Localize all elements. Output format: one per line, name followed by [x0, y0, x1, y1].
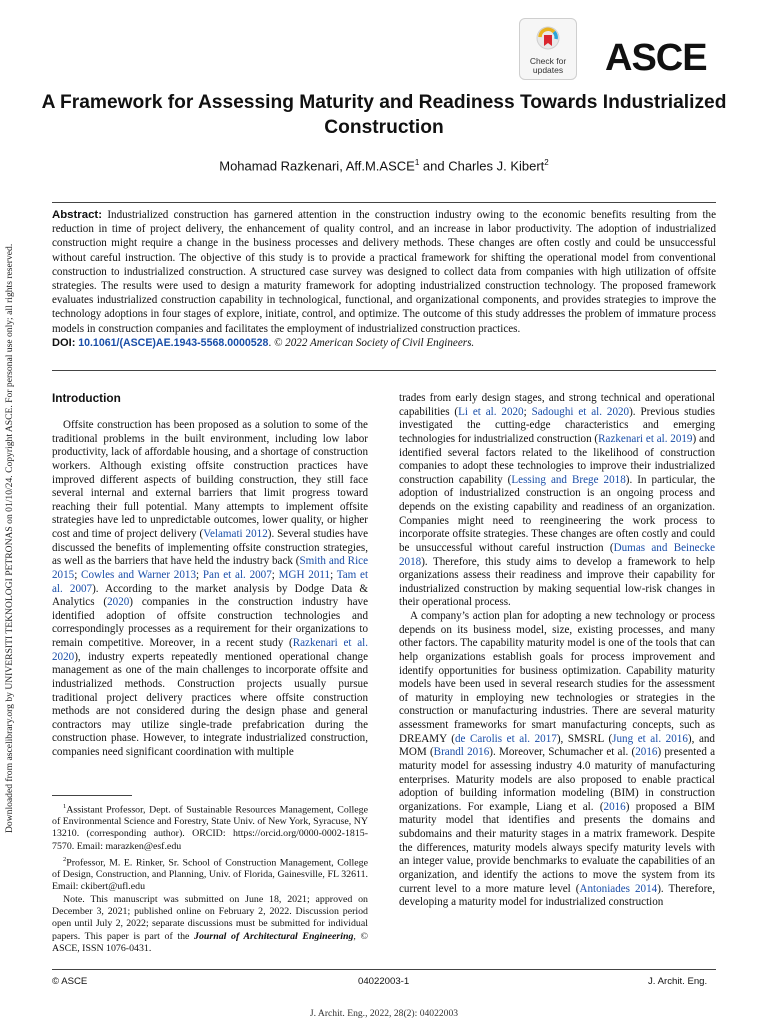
body-paragraph: trades from early design stages, and strong technical and operational capabilities (Li et al. 2020; Sadoughi et al. 2020). Previous studies investigated the cutting-edge characteristics and emerging technologies for industrialized construction (Razkenari et al. 2019) and identified several factors related to the likelihood of construction companies to adopt these technologies to improve their industrialized construction capability (Lessing and Brege 2018). In particular, the adoption of industrialized construction is an ongoing process and depends on the existing capability and readiness of an organization. Companies might need to reengineering the work process to incorporate offsite strategies. These changes are often costly and could be unsuccessful without careful instruction (Dumas and Beinecke 2018). Therefore, this study aims to develop a framework to help organizations assess their readiness and improve their capability for industrialized construction by making sequential low-risk changes in their operational process. — [399, 392, 715, 609]
citation-link[interactable]: Brandl 2016 — [433, 746, 490, 759]
manuscript-note — [52, 894, 368, 954]
manuscript-note-end: , © ASCE, ISSN 1076-0431. — [52, 930, 368, 954]
left-column-text — [52, 419, 368, 760]
doi-link[interactable]: 10.1061/(ASCE)AE.1943-5568.0000528 — [78, 336, 269, 349]
check-for-updates-badge[interactable] — [519, 18, 577, 80]
author-1: Mohamad Razkenari, Aff.M.ASCE — [219, 158, 415, 174]
body-paragraph: Offsite construction has been proposed as a solution to some of the traditional problems in the built environment, including low labor productivity, lack of affordable housing, and a shortage of construction workers. Although existing offsite construction practices have improved different aspects of building construction, they still face several internal and external barriers that limit progress toward reaching their full potential. Many attempts to implement offsite strategies have led to unpredictable outcomes, lower quality, or higher cost and time of project delivery (Velamati 2012). Several studies have discussed the benefits of implementing offsite construction strategies, as well as the barriers that have held the industry back (Smith and Rice 2015; Cowles and Warner 2013; Pan et al. 2007; MGH 2011; Tam et al. 2007). According to the market analysis by Dodge Data & Analytics (2020) companies in the construction industry have identified adoption of offsite construction technologies and correspondingly processes as a requirement for their organizations to remain competitive. Moreover, in a recent study (Razkenari et al. 2020), industry experts repeatedly mentioned operational change management as one of the main challenges to incorporate offsite and industrialized methods. Construction projects usually pursue traditional project delivery practices where offsite construction methods are not considered during the design phase and general contractors may utilize single-trade prefabrication during the construction phase. However, to integrate industrialized construction, companies need significant coordination with multiple — [52, 419, 369, 758]
abstract-top-rule — [52, 202, 716, 203]
abstract-label: Abstract: — [52, 209, 103, 221]
citation-link[interactable]: 2016 — [603, 800, 626, 813]
citation-link[interactable]: Lessing and Brege 2018 — [511, 473, 626, 486]
abstract: Abstract: Industrialized construction has garnered attention in the construction industry owing to the economic benefits resulting from the reduction in time of project delivery, the enhancement of quality control, and an increase in labor productivity. The adoption of industrialized construction might require a change in the business processes and delivery methods. These changes are often costly and could be unsuccessful without careful instruction. The objective of this study is to provide a practical framework for shifting the operational model from conventional construction to industrialized construction. A structured case survey was designed to collect data from companies with high utilization of offsite strategies. The results were used to design a maturity framework for adopting industrialized construction technology. The proposed framework evaluates industrialized construction capability in technological, functional, and organizational components, and provides strategies to improve the technology adoptions in four stages of explore, initiate, control, and optimize. The outcome of this study addresses the problem of immature process models in construction companies and facilitates the employment of industrialized construction practices. DOI: 10.1061/(ASCE)AE.1943-5568.0000528. © 2022 American Society of Civil Engineers. — [52, 209, 716, 349]
citation-link[interactable]: Cowles and Warner 2013 — [81, 568, 196, 581]
footnote-2-text: Professor, M. E. Rinker, Sr. School of Construction Management, College of Design, Construction, and Planning, Univ. of Florida, Gainesville, FL 32611. Email: ckibert@ufl.edu — [52, 856, 368, 893]
citation-link[interactable]: Tam et al. 2007 — [52, 568, 369, 595]
footnote-2-mark: 2 — [63, 855, 67, 863]
manuscript-note-text: Note. This manuscript was submitted on June 18, 2021; approved on December 3, 2021; published online on February 2, 2022. Discussion period open until July 2, 2022; separate discussions must be submitted for individual papers. This paper is part of the — [52, 894, 368, 942]
copyright-notice: © 2022 American Society of Civil Engineers. — [273, 336, 475, 349]
doi-label: DOI: — [52, 336, 76, 349]
footer-journal: J. Archit. Eng. — [648, 976, 708, 987]
body-paragraph: A company’s action plan for adopting a new technology or process depends on its business model, size, existing processes, and many other factors. The capability maturity model is one of the tools that can help organizations establish goals for process improvement and identify opportunities for business optimization. Capability maturity models have been used in several research studies for the assessment of maturity in employing new technologies or strategies in the construction or manufacturing industries. There are several maturity assessment frameworks for smart manufacturing concepts, such as DREAMY (de Carolis et al. 2017), SMSRL (Jung et al. 2016), and MOM (Brandl 2016). Moreover, Schumacher et al. (2016) presented a maturity model for assessing industry 4.0 maturity of manufacturing enterprises. Maturity models are also proposed to enable practical adoption of building information modeling (BIM) in construction organizations. For example, Liang et al. (2016) proposed a BIM maturity model that identifies and presents the domains and subdomains and their maturity stages in a matrix framework. Despite the differences, maturity models always specify maturity levels with an integer value, provide benchmarks to evaluate the capabilities of an organization, and identify the actions to move the system from its current level to a more mature level (Antoniades 2014). Therefore, developing a maturity model for industrialized construction — [399, 610, 716, 909]
author-1-affil: 1 — [414, 158, 420, 167]
footnotes — [52, 801, 368, 956]
citation-link[interactable]: Razkenari et al. 2019 — [598, 432, 693, 445]
download-note: Downloaded from ascelibrary.org by UNIVERSITI TEKNOLOGI PETRONAS on 01/10/24. Copyright ASCE. For personal use only; all rights reserved. — [4, 243, 15, 833]
footer-rule — [52, 969, 716, 970]
citation-link[interactable]: Pan et al. 2007 — [202, 568, 272, 581]
introduction-heading: Introduction — [52, 391, 121, 405]
footnote-1-text: Assistant Professor, Dept. of Sustainable Resources Management, College of Environmental Science and Forestry, State Univ. of New York, Syracuse, NY 13210. (corresponding author). ORCID: https://orcid.org/0000-0002-1815-7570. Email: marazken@esf.edu — [52, 804, 368, 852]
citation-link[interactable]: Razkenari et al. 2020 — [52, 637, 368, 663]
citation-link[interactable]: Sadoughi et al. 2020 — [531, 405, 630, 418]
abstract-bottom-rule — [52, 370, 716, 371]
journal-name: Journal of Architectural Engineering — [194, 930, 354, 942]
citation-link[interactable]: Li et al. 2020 — [458, 405, 524, 418]
bottom-citation: J. Archit. Eng., 2022, 28(2): 04022003 — [309, 1008, 459, 1019]
citation-link[interactable]: Jung et al. 2016 — [612, 732, 688, 745]
author-2-affil: 2 — [544, 158, 549, 167]
footnote-1 — [52, 801, 368, 853]
citation-link[interactable]: Smith and Rice 2015 — [52, 555, 369, 581]
right-column-text — [399, 392, 715, 910]
citation-link[interactable]: MGH 2011 — [278, 568, 331, 581]
check-for-updates-label: Check for updates — [529, 56, 567, 75]
author-connector: and — [419, 158, 449, 174]
footnote-rule — [52, 795, 132, 796]
citation-link[interactable]: 2020 — [107, 596, 130, 609]
citation-link[interactable]: 2016 — [635, 746, 658, 759]
citation-link[interactable]: Velamati 2012 — [203, 528, 268, 540]
article-title: A Framework for Assessing Maturity and Readiness Towards Industrialized Construction — [41, 92, 727, 138]
author-line — [40, 158, 728, 173]
footnote-1-mark: 1 — [63, 803, 67, 810]
check-for-updates-icon — [534, 25, 562, 55]
footnote-2 — [52, 854, 368, 894]
footer-copyright: © ASCE — [52, 976, 88, 987]
author-2: Charles J. Kibert — [448, 158, 545, 174]
citation-link[interactable]: Antoniades 2014 — [579, 882, 658, 895]
abstract-text: Industrialized construction has garnered attention in the construction industry owing to the economic benefits resulting from the reduction in time of project delivery, the enhancement of quality control, and an increase in labor productivity. The adoption of industrialized construction might require a change in the business processes and delivery methods. These changes are often costly and could be unsuccessful without careful instruction. The objective of this study is to provide a practical framework for shifting the operational model from conventional construction to industrialized construction. A structured case survey was designed to collect data from companies with high utilization of offsite strategies. The results were used to design a maturity framework for adopting industrialized construction technology. The proposed framework evaluates industrialized construction capability in technological, functional, and organizational components, and provides strategies to improve the technology adoptions in four stages of explore, initiate, control, and optimize. The outcome of this study addresses the problem of immature process models in construction companies and facilitates the employment of industrialized construction practices. — [52, 209, 716, 335]
citation-link[interactable]: Dumas and Beinecke 2018 — [399, 541, 715, 568]
asce-logo: ASCE — [605, 37, 707, 79]
citation-link[interactable]: de Carolis et al. 2017 — [454, 732, 557, 745]
footer-page-id: 04022003-1 — [358, 976, 410, 987]
